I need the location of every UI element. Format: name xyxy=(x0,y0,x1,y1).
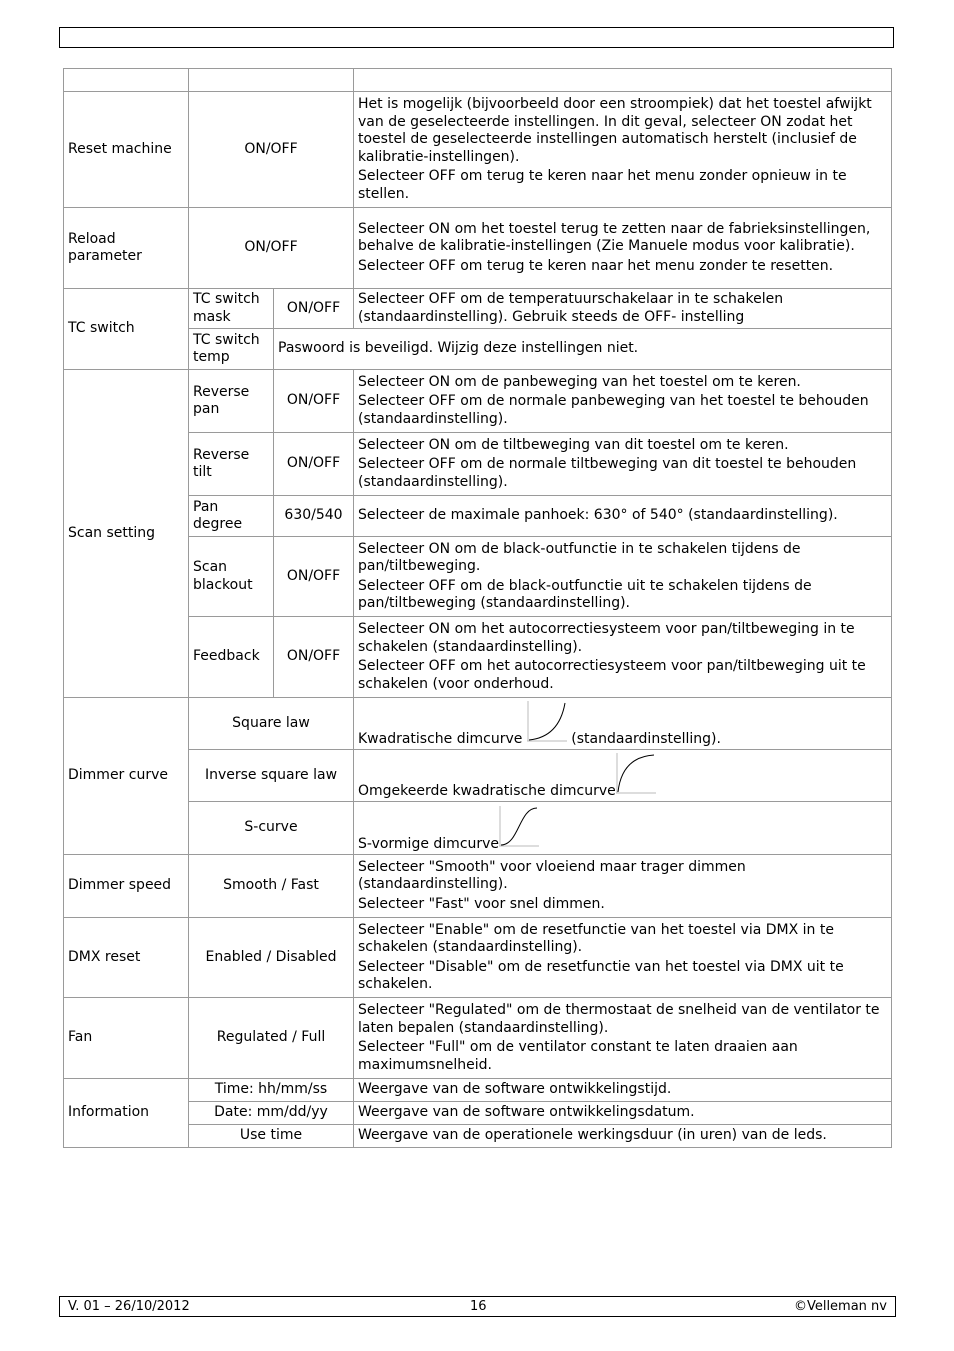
row-description xyxy=(354,855,892,918)
header-cell xyxy=(64,69,189,92)
table-row xyxy=(64,998,892,1079)
table-row xyxy=(64,289,892,329)
row-value: ON/OFF xyxy=(274,433,354,496)
description-paragraph: Selecteer OFF om de black-outfunctie uit te schakelen tijdens de pan/tiltbeweging (standaardinstelling). xyxy=(358,577,812,611)
square-law-curve-icon xyxy=(527,701,567,749)
description-paragraph: Selecteer OFF om de normale tiltbeweging van dit toestel te behouden (standaardinstelling). xyxy=(358,456,857,490)
description-paragraph: Selecteer "Enable" om de resetfunctie van het toestel via DMX in te schakelen (standaardinstelling). xyxy=(358,921,834,955)
description-paragraph: Selecteer ON om het toestel terug te zetten naar de fabrieksinstellingen, behalve de kalibratie-instellingen (Zie Manuele modus voor kalibratie). xyxy=(358,220,871,255)
row-description xyxy=(354,998,892,1079)
sub-label: Reverse pan xyxy=(189,370,274,433)
settings-table xyxy=(63,68,892,1148)
description-paragraph: Selecteer ON om de panbeweging van het toestel om te keren. xyxy=(358,373,801,390)
footer-copyright: ©Velleman nv xyxy=(793,1299,887,1314)
row-label: Reload parameter xyxy=(64,208,189,289)
page-footer xyxy=(59,1296,896,1317)
row-value: ON/OFF xyxy=(274,617,354,698)
row-description: Weergave van de software ontwikkelingstijd. xyxy=(354,1079,892,1102)
description-paragraph: Selecteer "Smooth" voor vloeiend maar trager dimmen (standaardinstelling). xyxy=(358,858,746,893)
row-description: Selecteer de maximale panhoek: 630° of 540° (standaardinstelling). xyxy=(354,496,892,537)
row-description xyxy=(354,802,892,855)
description-paragraph: Het is mogelijk (bijvoorbeeld door een stroompiek) dat het toestel afwijkt van de geselecteerde instellingen. In dit geval, selecteer ON zodat het toestel de geselecteerde instellingen automatisch herstelt (inclusief de kalibratie-instellingen). xyxy=(358,96,872,165)
row-value: ON/OFF xyxy=(274,537,354,617)
table-row xyxy=(64,1102,892,1125)
row-description xyxy=(354,208,892,289)
row-description: Selecteer OFF om de temperatuurschakelaar in te schakelen (standaardinstelling). Gebruik steeds de OFF- instelling xyxy=(354,289,892,329)
row-description: Weergave van de operationele werkingsduur (in uren) van de leds. xyxy=(354,1125,892,1148)
sub-label: Pan degree xyxy=(189,496,274,537)
footer-page-number: 16 xyxy=(470,1299,487,1314)
table-row xyxy=(64,802,892,855)
sub-label: TC switch mask xyxy=(189,289,274,329)
row-value: Smooth / Fast xyxy=(189,855,354,918)
description-paragraph: Selecteer OFF om terug te keren naar het menu zonder opnieuw in te stellen. xyxy=(358,168,847,202)
description-paragraph: Selecteer OFF om de normale panbeweging van het toestel te behouden (standaardinstelling). xyxy=(358,393,869,427)
row-description xyxy=(354,537,892,617)
table-row xyxy=(64,208,892,289)
sub-label: TC switch temp xyxy=(189,329,274,370)
header-box xyxy=(59,27,894,48)
row-value: S-curve xyxy=(189,802,354,855)
description-paragraph: Selecteer ON om de black-outfunctie in te schakelen tijdens de pan/tiltbeweging. xyxy=(358,540,801,574)
description-paragraph: Selecteer OFF om het autocorrectiesysteem voor pan/tiltbeweging uit te schakelen (voor onderhoud. xyxy=(358,658,866,692)
row-label: DMX reset xyxy=(64,918,189,998)
row-description xyxy=(354,698,892,750)
table-row xyxy=(64,750,892,802)
row-label: Reset machine xyxy=(64,92,189,208)
row-value: Date: mm/dd/yy xyxy=(189,1102,354,1125)
row-value: Regulated / Full xyxy=(189,998,354,1079)
sub-label: Reverse tilt xyxy=(189,433,274,496)
description-text: Kwadratische dimcurve xyxy=(358,730,523,747)
table-row xyxy=(64,617,892,698)
row-value: Time: hh/mm/ss xyxy=(189,1079,354,1102)
row-label: Scan setting xyxy=(64,370,189,698)
description-text: (standaardinstelling). xyxy=(571,730,721,747)
row-value: ON/OFF xyxy=(189,208,354,289)
table-row xyxy=(64,496,892,537)
table-row xyxy=(64,370,892,433)
row-description xyxy=(354,750,892,802)
row-description xyxy=(354,370,892,433)
table-row xyxy=(64,92,892,208)
row-value: ON/OFF xyxy=(189,92,354,208)
table-row xyxy=(64,855,892,918)
description-paragraph: Selecteer "Disable" om de resetfunctie van het toestel via DMX uit te schakelen. xyxy=(358,958,844,992)
table-header-row xyxy=(64,69,892,92)
sub-label: Scan blackout xyxy=(189,537,274,617)
row-value: Inverse square law xyxy=(189,750,354,802)
sub-label: Feedback xyxy=(189,617,274,698)
table-row xyxy=(64,698,892,750)
header-cell xyxy=(354,69,892,92)
footer-version: V. 01 – 26/10/2012 xyxy=(68,1299,190,1314)
description-text: S-vormige dimcurve xyxy=(358,835,500,852)
row-value: 630/540 xyxy=(274,496,354,537)
row-description xyxy=(354,433,892,496)
table-row xyxy=(64,1079,892,1102)
table-row xyxy=(64,433,892,496)
row-description xyxy=(354,918,892,998)
header-cell xyxy=(189,69,354,92)
description-paragraph: Selecteer ON om de tiltbeweging van dit toestel om te keren. xyxy=(358,436,789,453)
description-paragraph: Selecteer "Fast" voor snel dimmen. xyxy=(358,895,605,912)
row-value: Use time xyxy=(189,1125,354,1148)
row-label: Dimmer curve xyxy=(64,698,189,855)
row-description xyxy=(354,617,892,698)
row-label: TC switch xyxy=(64,289,189,370)
table-row xyxy=(64,329,892,370)
table-row xyxy=(64,918,892,998)
inverse-square-curve-icon xyxy=(616,753,656,801)
description-paragraph: Selecteer OFF om terug te keren naar het menu zonder te resetten. xyxy=(358,257,834,274)
row-description: Weergave van de software ontwikkelingsdatum. xyxy=(354,1102,892,1125)
row-label: Information xyxy=(64,1079,189,1148)
row-description: Paswoord is beveiligd. Wijzig deze instellingen niet. xyxy=(274,329,892,370)
row-label: Dimmer speed xyxy=(64,855,189,918)
row-value: Enabled / Disabled xyxy=(189,918,354,998)
table-row xyxy=(64,537,892,617)
row-label: Fan xyxy=(64,998,189,1079)
description-text: Omgekeerde kwadratische dimcurve xyxy=(358,782,616,799)
description-paragraph: Selecteer "Regulated" om de thermostaat de snelheid van de ventilator te laten bepalen (standaardinstelling). xyxy=(358,1002,880,1036)
row-value: Square law xyxy=(189,698,354,750)
row-value: ON/OFF xyxy=(274,289,354,329)
s-curve-icon xyxy=(499,806,539,854)
description-paragraph: Selecteer "Full" om de ventilator constant te laten draaien aan maximumsnelheid. xyxy=(358,1039,798,1073)
description-paragraph: Selecteer ON om het autocorrectiesysteem voor pan/tiltbeweging in te schakelen (standaardinstelling). xyxy=(358,621,855,655)
row-description xyxy=(354,92,892,208)
table-row xyxy=(64,1125,892,1148)
row-value: ON/OFF xyxy=(274,370,354,433)
